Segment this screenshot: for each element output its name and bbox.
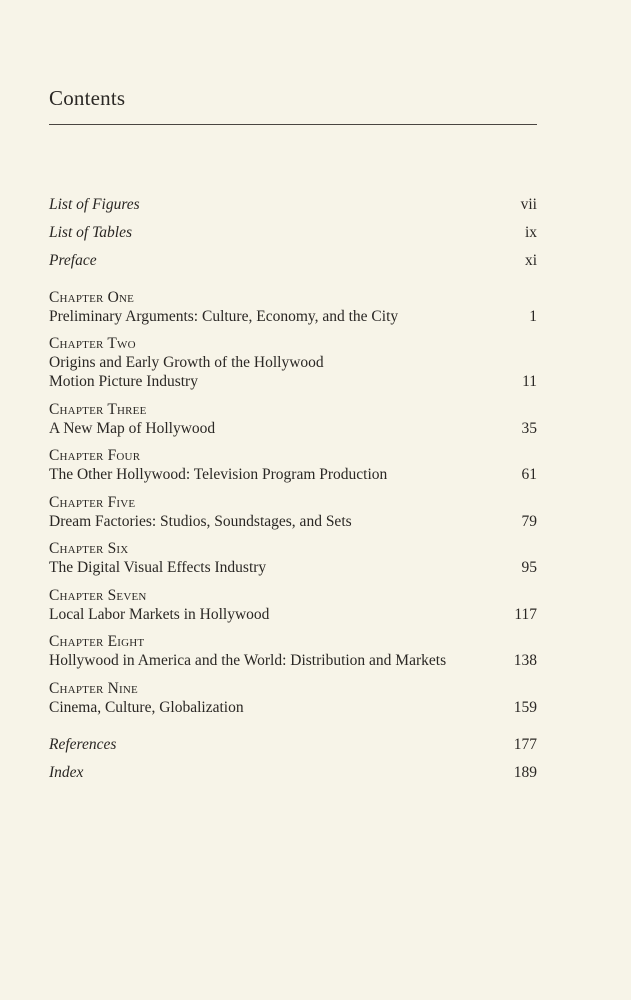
chapter-label: Chapter Four bbox=[49, 447, 141, 464]
toc-entry-title: Cinema, Culture, Globalization bbox=[49, 699, 244, 716]
toc-entry-title: Index bbox=[49, 764, 84, 781]
toc-entry-title: List of Figures bbox=[49, 196, 140, 213]
chapter-label: Chapter Nine bbox=[49, 680, 138, 697]
toc-entry-page: vii bbox=[520, 196, 537, 213]
chapter-label: Chapter Two bbox=[49, 335, 136, 352]
toc-entry-title: Dream Factories: Studios, Soundstages, and Sets bbox=[49, 513, 352, 530]
toc-entry-title: A New Map of Hollywood bbox=[49, 420, 216, 437]
toc-entry-page: 177 bbox=[513, 736, 537, 753]
toc-entry-page: 117 bbox=[514, 606, 537, 623]
chapter-label: Chapter One bbox=[49, 289, 135, 306]
toc-entry-page: 35 bbox=[521, 420, 537, 437]
toc-entry-title: Hollywood in America and the World: Distribution and Markets bbox=[49, 652, 447, 669]
toc-entry-title: The Digital Visual Effects Industry bbox=[49, 559, 267, 576]
toc-entry-page: 138 bbox=[513, 652, 537, 669]
toc-entry-page: 61 bbox=[521, 466, 537, 483]
toc-entry-title: References bbox=[49, 736, 117, 753]
toc-entry-page: 95 bbox=[521, 559, 537, 576]
toc-entry-page: 11 bbox=[522, 373, 537, 390]
toc-entry-title: Preliminary Arguments: Culture, Economy, and the City bbox=[49, 308, 399, 325]
toc-entry-title: Motion Picture Industry bbox=[49, 373, 198, 390]
toc-entry-title: Preface bbox=[49, 252, 97, 269]
toc-entry-page: 1 bbox=[529, 308, 537, 325]
toc-entry-title: Local Labor Markets in Hollywood bbox=[49, 606, 270, 623]
toc-entry-page: 159 bbox=[513, 699, 537, 716]
toc-entry-title: The Other Hollywood: Television Program Production bbox=[49, 466, 388, 483]
chapter-label: Chapter Seven bbox=[49, 587, 147, 604]
toc-entry-title: Origins and Early Growth of the Hollywood bbox=[49, 354, 324, 371]
chapter-label: Chapter Eight bbox=[49, 633, 145, 650]
toc-entry-page: 189 bbox=[513, 764, 537, 781]
chapter-label: Chapter Six bbox=[49, 540, 129, 557]
toc-entry-page: 79 bbox=[521, 513, 537, 530]
heading-rule bbox=[49, 124, 537, 125]
chapter-label: Chapter Five bbox=[49, 494, 136, 511]
chapter-label: Chapter Three bbox=[49, 401, 147, 418]
toc-entry-title: List of Tables bbox=[49, 224, 132, 241]
toc-entry-page: xi bbox=[524, 252, 537, 269]
toc-entry-page: ix bbox=[524, 224, 537, 241]
page-title: Contents bbox=[49, 86, 126, 110]
